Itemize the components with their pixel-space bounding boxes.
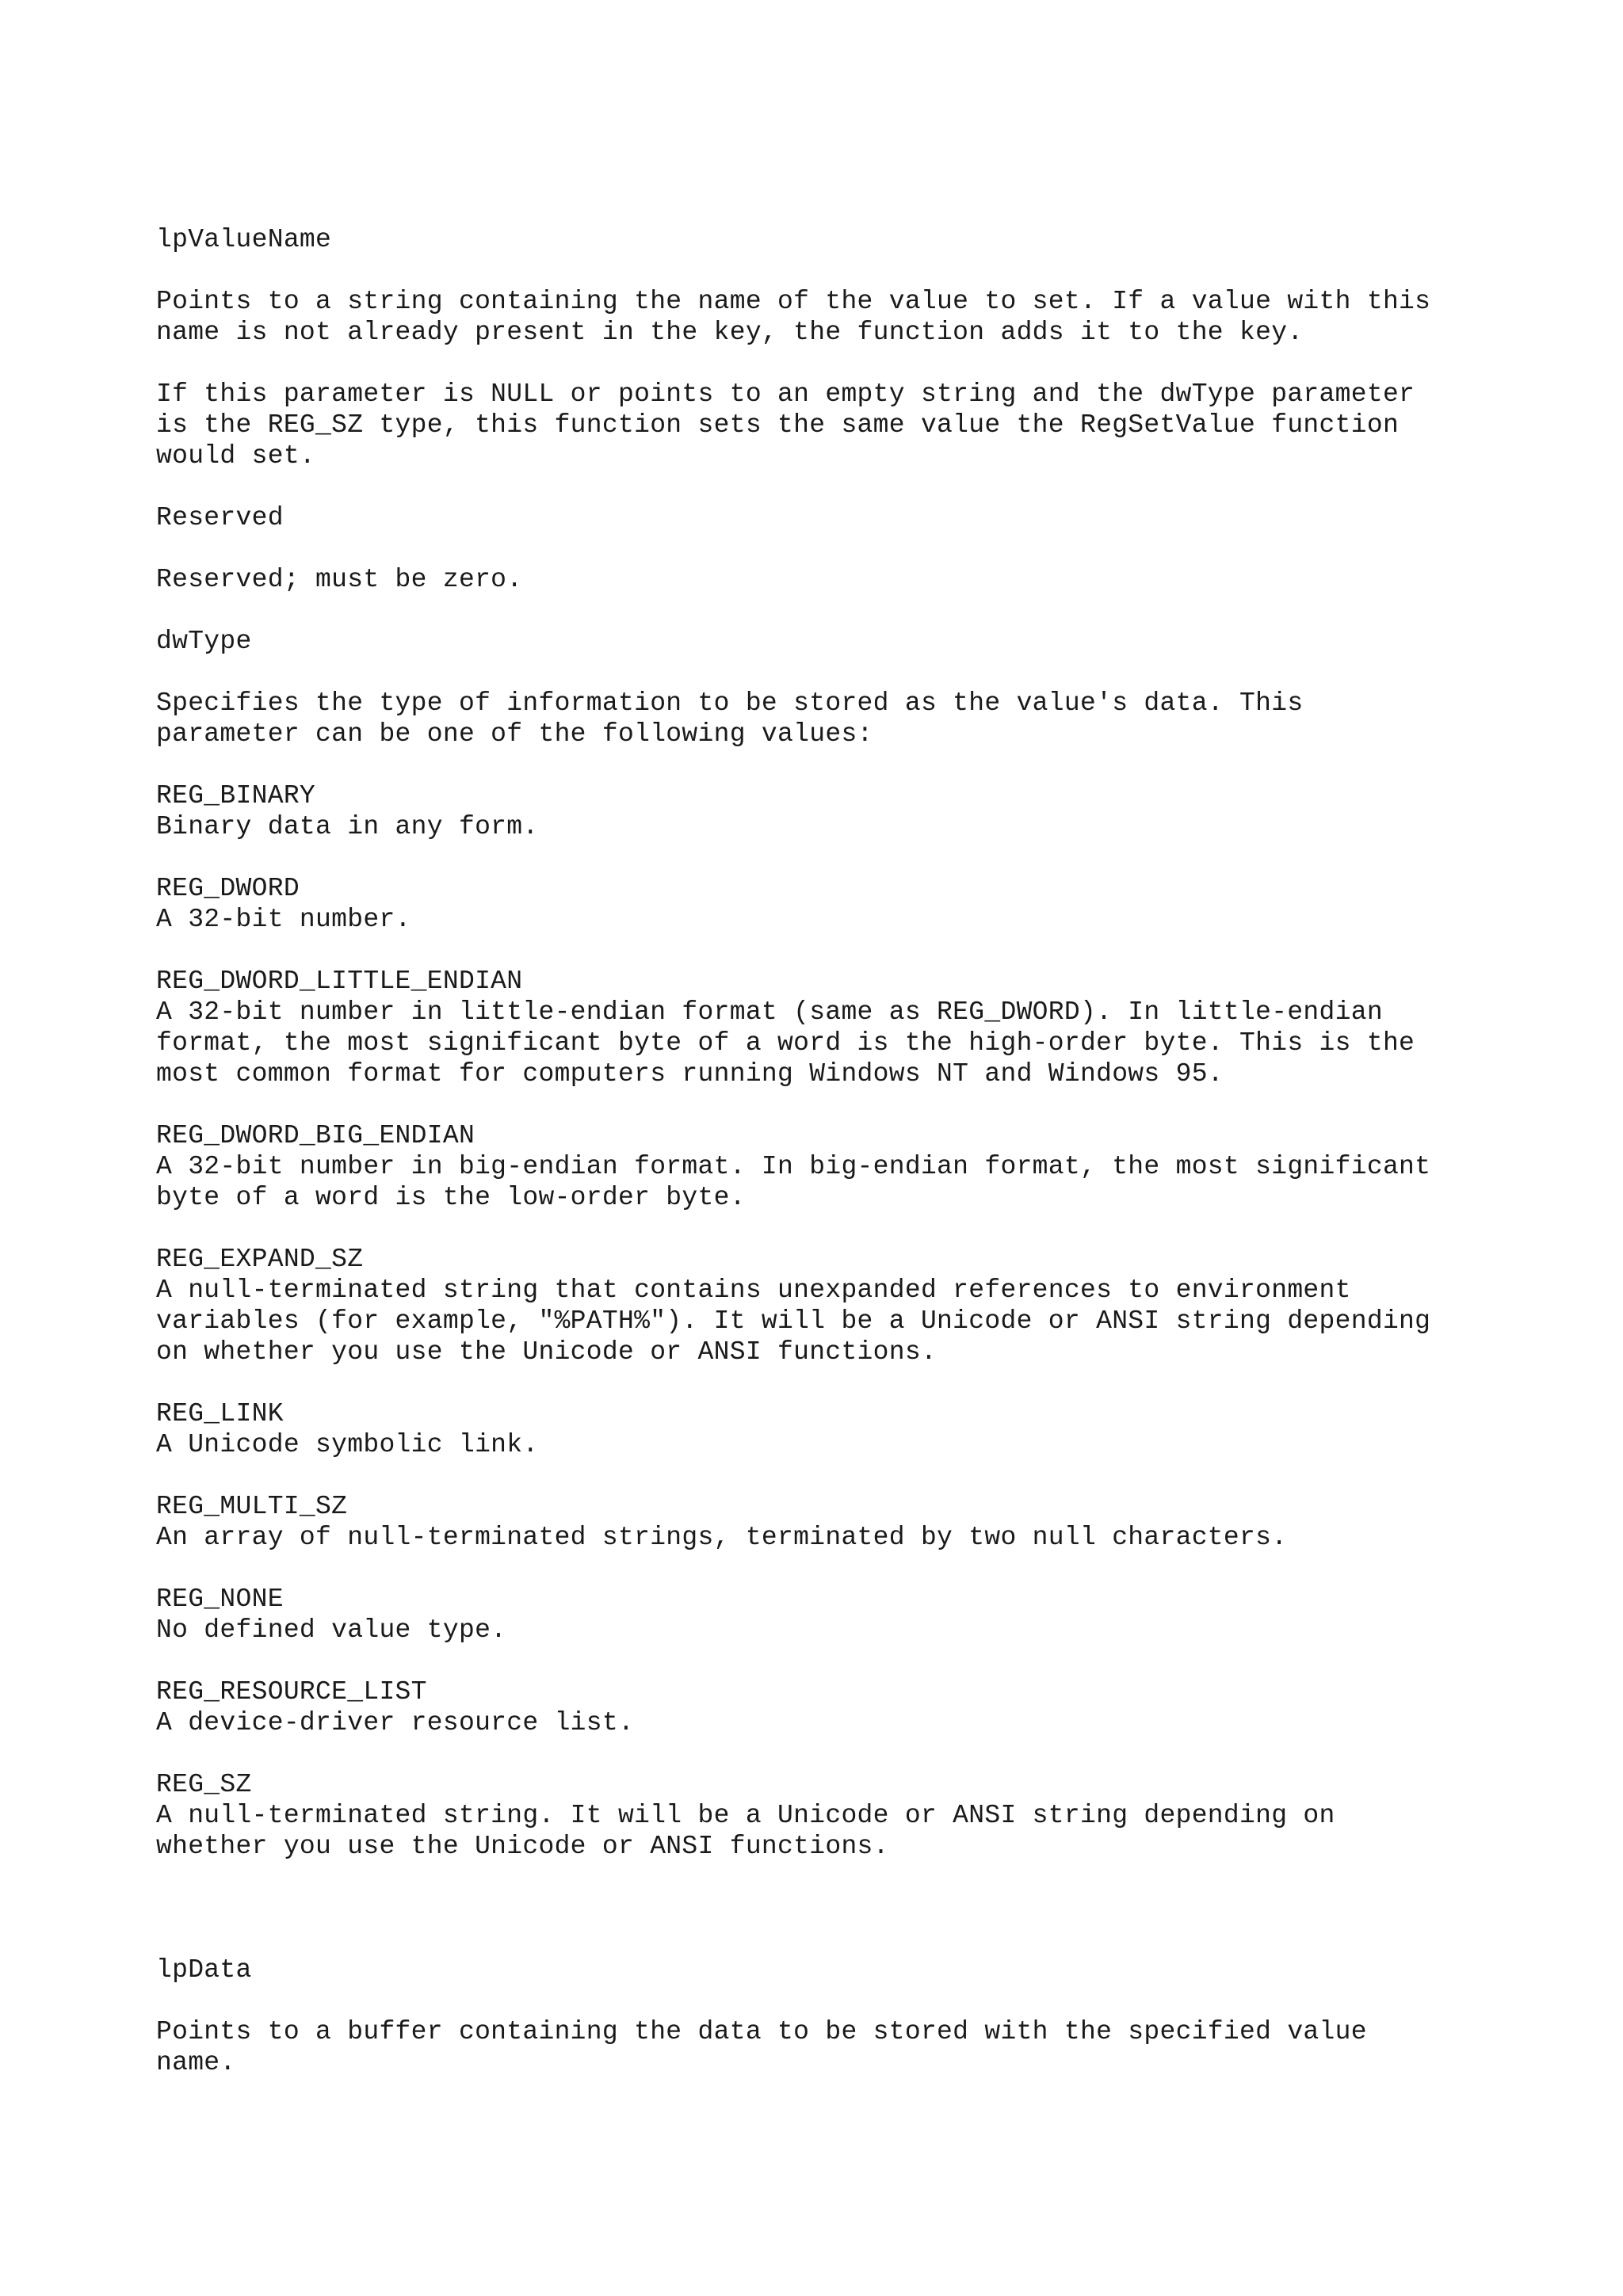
paragraph-line: Specifies the type of information to be stored as the value's data. This — [156, 688, 1304, 718]
param-name-reserved: Reserved — [156, 503, 284, 532]
value-type-name: REG_SZ — [156, 1770, 252, 1799]
paragraph-line: would set. — [156, 441, 316, 471]
value-type-desc: format, the most significant byte of a word is the high-order byte. This is the — [156, 1028, 1415, 1058]
value-type-desc: A device-driver resource list. — [156, 1708, 635, 1737]
value-type-desc: A Unicode symbolic link. — [156, 1430, 539, 1459]
value-type-desc: on whether you use the Unicode or ANSI functions. — [156, 1337, 938, 1367]
value-type-name: REG_DWORD_BIG_ENDIAN — [156, 1121, 475, 1150]
value-type-desc: A null-terminated string. It will be a Unicode or ANSI string depending on — [156, 1801, 1335, 1830]
paragraph-line: If this parameter is NULL or points to an empty string and the dwType parameter — [156, 379, 1415, 409]
value-type-desc: byte of a word is the low-order byte. — [156, 1183, 746, 1212]
value-type-name: REG_NONE — [156, 1585, 284, 1614]
value-type-desc: No defined value type. — [156, 1615, 507, 1645]
paragraph-line: Points to a string containing the name of the value to set. If a value with this — [156, 287, 1431, 316]
value-type-desc: variables (for example, "%PATH%"). It will be a Unicode or ANSI string depending — [156, 1306, 1431, 1336]
value-type-desc: most common format for computers running Windows NT and Windows 95. — [156, 1059, 1224, 1089]
value-type-desc: whether you use the Unicode or ANSI functions. — [156, 1832, 889, 1861]
value-type-desc: Binary data in any form. — [156, 812, 539, 841]
value-type-name: REG_EXPAND_SZ — [156, 1245, 364, 1274]
paragraph-line: Points to a buffer containing the data to be stored with the specified value — [156, 2017, 1367, 2046]
value-type-name: REG_MULTI_SZ — [156, 1492, 348, 1521]
value-type-desc: A 32-bit number in big-endian format. In big-endian format, the most significant — [156, 1152, 1431, 1181]
value-type-name: REG_LINK — [156, 1399, 284, 1428]
paragraph-line: parameter can be one of the following values: — [156, 719, 873, 749]
value-type-desc: A 32-bit number in little-endian format (same as REG_DWORD). In little-endian — [156, 997, 1383, 1027]
document-body — [156, 224, 1503, 2078]
paragraph-line: Reserved; must be zero. — [156, 565, 523, 594]
value-type-desc: A 32-bit number. — [156, 905, 411, 934]
param-name-lpvaluename: lpValueName — [156, 225, 332, 254]
param-name-lpdata: lpData — [156, 1955, 252, 1985]
value-type-name: REG_RESOURCE_LIST — [156, 1677, 427, 1707]
value-type-desc: An array of null-terminated strings, terminated by two null characters. — [156, 1523, 1288, 1552]
value-type-name: REG_DWORD_LITTLE_ENDIAN — [156, 967, 523, 996]
param-name-dwtype: dwType — [156, 627, 252, 656]
paragraph-line: name is not already present in the key, the function adds it to the key. — [156, 318, 1304, 347]
paragraph-line: name. — [156, 2048, 236, 2077]
value-type-name: REG_DWORD — [156, 874, 300, 903]
value-type-name: REG_BINARY — [156, 781, 316, 810]
value-type-desc: A null-terminated string that contains unexpanded references to environment — [156, 1276, 1351, 1305]
paragraph-line: is the REG_SZ type, this function sets the same value the RegSetValue function — [156, 410, 1400, 440]
